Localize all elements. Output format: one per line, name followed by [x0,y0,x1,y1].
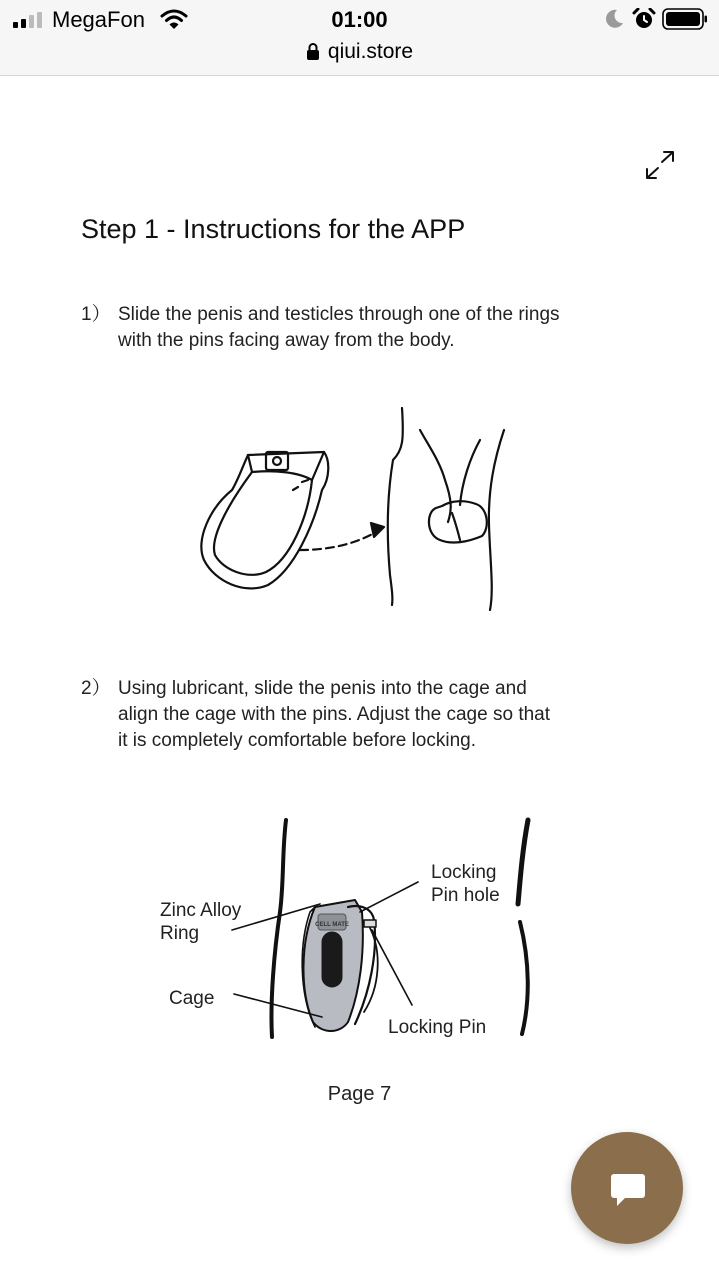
moon-icon [604,9,624,29]
chat-bubble-icon [609,1172,647,1208]
address-bar[interactable] [0,40,719,64]
step-number: 1） [81,304,111,325]
status-bar [0,0,719,76]
alarm-icon [632,8,656,30]
clock-time: 01:00 [331,7,388,32]
ring-insertion-illustration [190,400,520,615]
device-logo: CELL MATE [315,922,349,928]
step-number: 2） [81,678,111,699]
label-locking-pin-hole: Locking Pin hole [431,862,500,906]
expand-icon[interactable] [644,150,676,180]
step-text: Using lubricant, slide the penis into the cage and align the cage with the pins. Adjust the cage so that it is completely comfortable before locking. [118,678,551,751]
label-cage: Cage [169,988,215,1009]
lock-icon [306,42,320,60]
label-zinc-alloy-ring: Zinc Alloy Ring [160,900,242,944]
url-text: qiui.store [327,40,414,63]
page-title: Step 1 - Instructions for the APP [81,214,466,244]
battery-icon [662,8,708,30]
page-number: Page 7 [327,1083,392,1105]
label-locking-pin: Locking Pin [388,1017,487,1038]
chat-button[interactable] [571,1132,683,1244]
step-text: Slide the penis and testicles through one of the rings with the pins facing away from the body. [118,304,560,351]
carrier-name: MegaFon [52,7,145,32]
